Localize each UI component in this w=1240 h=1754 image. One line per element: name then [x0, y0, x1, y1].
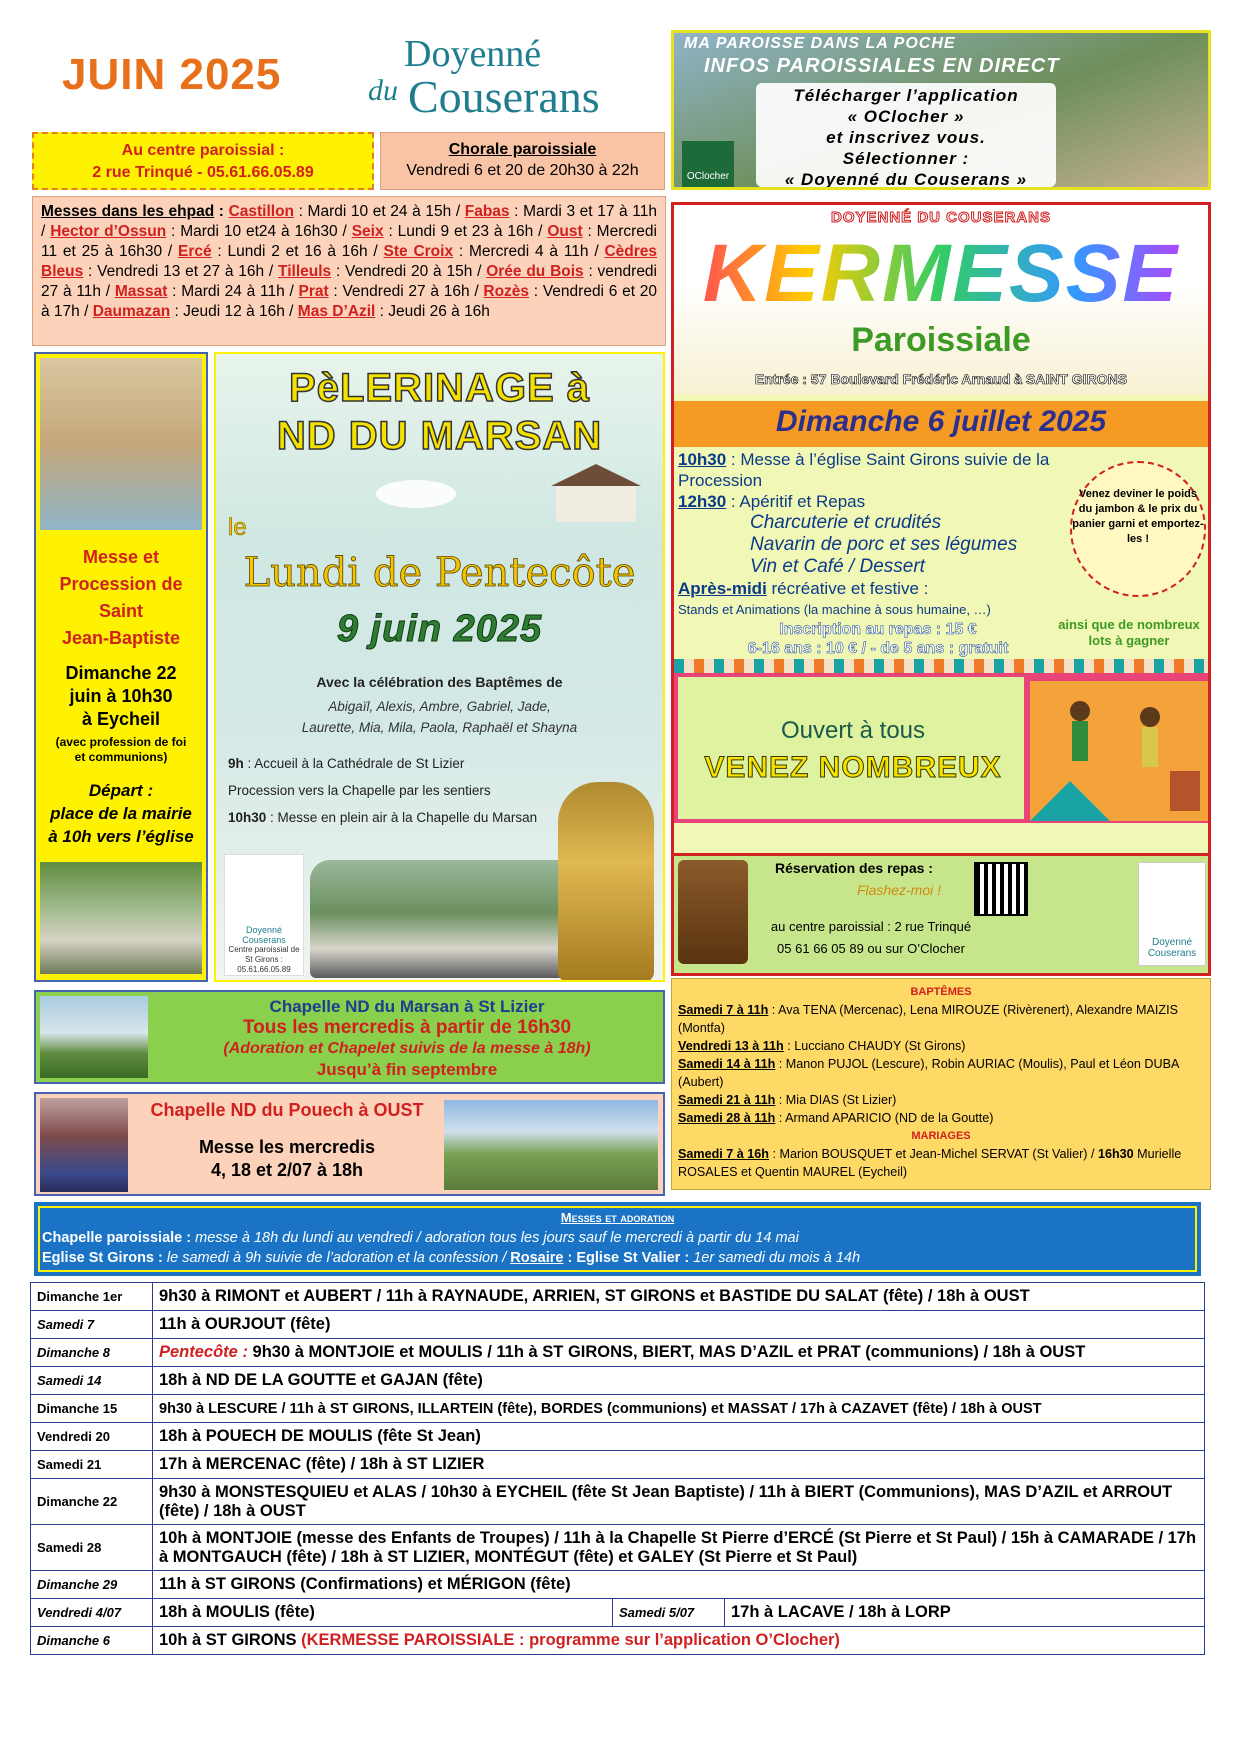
bapteme-who: : Ava TENA (Mercenac), Lena MIROUZE (Rivèrenert), Alexandre MAIZIS (Montfa) — [678, 1003, 1178, 1035]
kermesse-header — [674, 205, 1208, 395]
bapteme-who: : Mia DIAS (St Lizier) — [775, 1093, 897, 1107]
john-note-line: et communions) — [74, 750, 168, 764]
schedule-day: Dimanche 29 — [31, 1571, 153, 1599]
mariage-time: 16h30 — [1097, 1147, 1134, 1161]
pouech-chapel-photo — [444, 1100, 658, 1190]
madonna-statue-image — [40, 1098, 128, 1192]
banner-text: et inscrivez vous. — [826, 128, 986, 147]
john-departure — [36, 779, 206, 848]
menu-item: Charcuterie et crudités — [750, 512, 942, 533]
adoration-text: 1er samedi du mois à 14h — [689, 1250, 861, 1266]
schedule-row — [31, 1367, 1205, 1395]
schedule-masses — [153, 1311, 1205, 1339]
ehpad-place: Rozès — [483, 283, 530, 300]
chapelle-pouech-box — [34, 1092, 665, 1196]
bapteme-entry — [678, 1001, 1204, 1037]
bapteme-entry — [678, 1091, 1204, 1109]
schedule-text: : Messe en plein air à la Chapelle du Marsan — [266, 810, 538, 825]
chorale-text: Vendredi 6 et 20 de 20h30 à 22h — [406, 162, 639, 179]
adoration-border — [38, 1206, 1197, 1272]
ehpad-place: Fabas — [464, 203, 510, 220]
eycheil-church-photo — [40, 862, 202, 974]
ehpad-time: : Lundi 2 et 16 à 16h / — [211, 243, 384, 260]
jambon-contest: Venez deviner le poids du jambon & le prix du panier garni et emportez-les ! — [1070, 461, 1206, 597]
ehpad-time: : Vendredi 27 à 16h / — [328, 283, 484, 300]
john-departure-line: place de la mairie — [50, 804, 192, 823]
ehpad-place: Prat — [298, 283, 329, 300]
john-title — [36, 544, 206, 652]
inscription-child-price: 6-16 ans : 10 € / - de 5 ans : gratuit — [747, 640, 1009, 657]
kermesse-title: KERMESSE — [674, 227, 1208, 321]
saint-jean-baptiste-box — [34, 352, 208, 982]
time-label: 12h30 — [678, 492, 727, 511]
john-departure-line: Départ : — [88, 781, 154, 800]
schedule-day: Dimanche 1er — [31, 1283, 153, 1311]
mariages-title: MARIAGES — [911, 1130, 971, 1142]
schedule-masses — [153, 1395, 1205, 1423]
ehpad-place: Seix — [351, 223, 384, 240]
marsan-when: Tous les mercredis à partir de 16h30 — [242, 1017, 572, 1038]
virgin-statue-image — [558, 782, 654, 982]
flashez-label: Flashez-moi ! — [856, 882, 942, 898]
kermesse-entrance: Entrée : 57 Boulevard Frédéric Arnaud à SAINT GIRONS — [754, 371, 1128, 387]
names-line: Abigaïl, Alexis, Ambre, Gabriel, Jade, — [328, 699, 551, 714]
adoration-text: le samedi à 9h suivie de l’adoration et la confession / — [162, 1250, 511, 1266]
bapteme-entry — [678, 1037, 1204, 1055]
bapteme-who: : Manon PUJOL (Lescure), Robin AURIAC (Moulis), Paul et Léon DUBA (Aubert) — [678, 1057, 1179, 1089]
bapteme-when: Samedi 14 à 11h — [678, 1057, 776, 1071]
schedule-masses — [153, 1599, 613, 1627]
page-title: JUIN 2025 — [62, 50, 282, 99]
chorale-info — [380, 132, 665, 190]
time-label: Après-midi — [678, 579, 767, 598]
schedule-masses — [153, 1525, 1205, 1571]
ehpad-place: Ercé — [178, 243, 212, 260]
ehpad-time: : Vendredi 13 et 27 à 16h / — [83, 263, 279, 280]
ehpad-place: Ste Croix — [383, 243, 454, 260]
john-title-line: Saint — [98, 601, 143, 621]
schedule-day: Dimanche 8 — [31, 1339, 153, 1367]
schedule-row — [31, 1571, 1205, 1599]
reservation-contact — [726, 916, 1016, 960]
kermesse-poster — [671, 202, 1211, 856]
schedule-day: Samedi 28 — [31, 1525, 153, 1571]
program-text: récréative et festive : — [766, 579, 929, 598]
banner-line1: MA PAROISSE DANS LA POCHE — [684, 35, 956, 52]
logo-line3: Couserans — [408, 71, 600, 122]
center-line2: 2 rue Trinqué - 05.61.66.05.89 — [92, 164, 314, 181]
inscription-price: Inscription au repas : 15 € — [779, 621, 977, 638]
mariage-who: : Marion BOUSQUET et Jean-Michel SERVAT (St Valier) / — [769, 1147, 1098, 1161]
schedule-masses — [153, 1451, 1205, 1479]
ehpad-time: : Mardi 3 et 17 à 11h / — [41, 203, 657, 240]
schedule-day: Dimanche 6 — [31, 1627, 153, 1655]
ehpad-time: : vendredi 27 à 11h / — [41, 263, 657, 300]
come-many: VENEZ NOMBREUX — [704, 751, 1002, 784]
baptism-names — [216, 696, 663, 738]
john-date-line: juin à 10h30 — [69, 686, 173, 706]
bapteme-when: Samedi 7 à 11h — [678, 1003, 769, 1017]
schedule-masses — [153, 1367, 1205, 1395]
schedule-masses — [153, 1627, 1205, 1655]
schedule-day: Samedi 7 — [31, 1311, 153, 1339]
doyenne-logo-small — [224, 854, 304, 976]
schedule-masses — [153, 1423, 1205, 1451]
schedule-day: Vendredi 4/07 — [31, 1599, 153, 1627]
schedule-row — [31, 1599, 1205, 1627]
stands-text: Stands et Animations (la machine à sous humaine, …) — [678, 602, 991, 617]
program-text: : Messe à l’église Saint Girons suivie de la Procession — [678, 450, 1050, 490]
schedule-day: Samedi 5/07 — [613, 1599, 725, 1627]
bapteme-when: Samedi 21 à 11h — [678, 1093, 776, 1107]
chapelle-marsan-box — [34, 990, 665, 1084]
ehpad-place: Massat — [114, 283, 168, 300]
schedule-row — [31, 1525, 1205, 1571]
menu-item: Navarin de porc et ses légumes — [750, 534, 1018, 555]
pelerinage-le: le — [228, 514, 247, 541]
schedule-row — [31, 1479, 1205, 1525]
ehpad-time: : Mardi 10 et24 à 16h30 / — [166, 223, 352, 240]
logo-text: Doyenné — [1151, 937, 1193, 948]
kermesse-invitation — [674, 673, 1208, 823]
bapteme-who: : Armand APARICIO (ND de la Goutte) — [775, 1111, 994, 1125]
dove-and-chapel-illustration — [356, 464, 656, 524]
adoration-title: Messes et adoration — [560, 1210, 675, 1225]
logo-text: Doyenné — [245, 925, 283, 935]
names-line: Laurette, Mia, Mila, Paola, Raphaël et Shayna — [301, 720, 578, 735]
schedule-day: Vendredi 20 — [31, 1423, 153, 1451]
adoration-text: messe à 18h du lundi au vendredi / adoration tous les jours sauf le mercredi à partir du 14 mai — [191, 1230, 799, 1246]
ehpad-time: : Mardi 10 et 24 à 15h / — [294, 203, 465, 220]
schedule-row — [31, 1395, 1205, 1423]
reservation-title: Réservation des repas : — [775, 860, 933, 876]
program-text: : Apéritif et Repas — [726, 492, 866, 511]
schedule-row — [31, 1423, 1205, 1451]
ehpad-place: Daumazan — [92, 303, 171, 320]
time-label: 10h30 — [228, 810, 267, 825]
open-to-all: Ouvert à tous — [780, 717, 926, 744]
logo-line2: du — [368, 74, 398, 107]
pouech-title: Chapelle ND du Pouech à OUST — [150, 1100, 424, 1120]
marsan-text — [152, 996, 662, 1080]
masses-text: 9h30 à LESCURE / 11h à ST GIRONS, ILLARTEIN (fête), BORDES (communions) et MASSAT / 17h à CAZAVET (fête) / 18h à OUST — [159, 1400, 1042, 1417]
time-label: 9h — [228, 756, 244, 771]
doyenne-logo-small — [1138, 862, 1206, 966]
bapteme-entry — [678, 1109, 1204, 1127]
pouech-text — [132, 1136, 442, 1182]
schedule-masses — [153, 1479, 1205, 1525]
marsan-title: Chapelle ND du Marsan à St Lizier — [269, 997, 545, 1016]
logo-text: Couserans — [242, 935, 286, 945]
schedule-row — [31, 1451, 1205, 1479]
schedule-day: Dimanche 15 — [31, 1395, 153, 1423]
oclocher-app-banner[interactable] — [671, 30, 1211, 190]
ehpad-place: Hector d’Ossun — [50, 223, 167, 240]
banner-instructions — [756, 83, 1056, 187]
john-date-line: à Eycheil — [81, 709, 161, 729]
ehpad-masses: Messes dans les ehpad : Castillon : Mardi 10 et 24 à 15h / Fabas : Mardi 3 et 17 à 11h / Hector d’Ossun : Mardi 10 et24 à 16h30 / Seix : Lundi 9 et 23 à 16h / Oust : Mercredi 11 et 25 à 16h30 / Ercé : Lundi 2 et 16 à 16h / Ste Croix : Mercredi 4 à 11h / Cèdres Bleus : Vendredi 13 et 27 à 16h / Tilleuls : Vendredi 20 à 15h / Orée du Bois : vendredi 27 à 11h / Massat : Mardi 24 à 11h / Prat : Vendredi 27 à 16h / Rozès : Vendredi 6 et 20 à 17h / Daumazan : Jeudi 12 à 16h / Mas D’Azil : Jeudi 26 à 16h — [32, 196, 666, 346]
chorale-title: Chorale paroissiale — [448, 141, 597, 158]
schedule-row — [31, 1283, 1205, 1311]
adoration-label: : Eglise St Valier : — [563, 1250, 690, 1266]
menu-item: Vin et Café / Dessert — [750, 556, 925, 577]
masses-text: 18h à MOULIS (fête) — [159, 1603, 315, 1621]
masses-text: 17h à MERCENAC (fête) / 18h à ST LIZIER — [159, 1455, 485, 1473]
pelerinage-title1: PèLERINAGE à — [289, 366, 590, 410]
logo-text: 05.61.66.05.89 — [237, 965, 291, 974]
masses-text: 10h à ST GIRONS — [159, 1631, 302, 1649]
pelerinage-day: Lundi de Pentecôte — [243, 550, 636, 596]
schedule-text: Procession vers la Chapelle par les sentiers — [228, 783, 491, 798]
ehpad-time: : Jeudi 26 à 16h — [375, 303, 490, 320]
logo-text: Centre paroissial de St Girons : — [228, 945, 300, 964]
schedule-day: Dimanche 22 — [31, 1479, 153, 1525]
masses-text: 11h à ST GIRONS (Confirmations) et MÉRIGON (fête) — [159, 1575, 571, 1593]
baptism-intro: Avec la célébration des Baptêmes de — [316, 674, 563, 690]
saint-john-illustration — [40, 358, 202, 530]
baptemes-title: BAPTÊMES — [910, 986, 972, 998]
ehpad-time: : Mercredi 4 à 11h / — [453, 243, 605, 260]
mariage-entry — [678, 1145, 1204, 1181]
lots-text: ainsi que de nombreux lots à gagner — [1058, 617, 1200, 648]
kermesse-note: (KERMESSE PAROISSIALE : programme sur l’application O’Clocher) — [301, 1631, 840, 1649]
logo-line1: Doyenné — [404, 33, 542, 75]
procession-photo — [310, 860, 600, 978]
mass-schedule-table — [30, 1282, 1205, 1655]
dancers-illustration — [1030, 681, 1210, 821]
ehpad-title: Messes dans les ehpad — [41, 203, 215, 220]
marsan-until: Jusqu’à fin septembre — [316, 1060, 498, 1079]
banner-line2: INFOS PAROISSIALES EN DIRECT — [704, 55, 1060, 77]
bapteme-entry — [678, 1055, 1204, 1091]
masses-text: 18h à ND DE LA GOUTTE et GAJAN (fête) — [159, 1371, 483, 1389]
pelerinage-title2: ND DU MARSAN — [276, 414, 603, 458]
banner-text: Sélectionner : — [842, 149, 970, 168]
pouech-line: Messe les mercredis — [198, 1137, 376, 1157]
masses-text: 10h à MONTJOIE (messe des Enfants de Troupes) / 11h à la Chapelle St Pierre d’ERCÉ (St Pierre et St Paul) / 15h à CAMARADE / 17h à MONTGAUCH (fête) / 18h à ST LIZIER, MONTÉGUT (fête) et GALEY (St Pierre et St Paul) — [159, 1528, 1197, 1566]
reservation-line: 05 61 66 05 89 ou sur O’Clocher — [777, 941, 965, 956]
bapteme-when: Vendredi 13 à 11h — [678, 1039, 784, 1053]
schedule-masses — [153, 1339, 1205, 1367]
schedule-masses: 17h à LACAVE / 18h à LORP — [725, 1599, 1205, 1627]
schedule-day: Samedi 14 — [31, 1367, 153, 1395]
schedule-text: : Accueil à la Cathédrale de St Lizier — [243, 756, 465, 771]
schedule-row — [31, 1627, 1205, 1655]
ehpad-place: Oust — [547, 223, 583, 240]
logo-text: Couserans — [1147, 948, 1197, 959]
pouech-line: 4, 18 et 2/07 à 18h — [210, 1160, 364, 1180]
center-line1: Au centre paroissial : — [121, 142, 285, 159]
banner-text: « Doyenné du Couserans » — [784, 170, 1028, 189]
ehpad-place: Cèdres Bleus — [41, 243, 657, 280]
kermesse-doyenne: DOYENNÉ DU COUSERANS — [830, 209, 1052, 226]
ehpad-time: : Mardi 24 à 11h / — [167, 283, 299, 300]
masses-text: 18h à POUECH DE MOULIS (fête St Jean) — [159, 1427, 481, 1445]
john-departure-line: à 10h vers l’église — [48, 827, 194, 846]
invitation-panel — [678, 677, 1024, 819]
pelerinage-poster — [214, 352, 665, 982]
john-title-line: Messe et — [82, 547, 160, 567]
kermesse-program — [678, 449, 1078, 677]
parish-center-info — [32, 132, 374, 190]
john-date-line: Dimanche 22 — [65, 663, 177, 683]
decorative-band — [674, 659, 1208, 673]
kermesse-date: Dimanche 6 juillet 2025 — [674, 401, 1208, 447]
adoration-label: Rosaire — [510, 1250, 564, 1266]
bapteme-who: : Lucciano CHAUDY (St Girons) — [783, 1039, 966, 1053]
ehpad-time: : Lundi 9 et 23 à 16h / — [383, 223, 548, 240]
ehpad-place: Castillon — [228, 203, 295, 220]
mariage-who: Murielle ROSALES et Quentin MAUREL (Eycheil) — [678, 1147, 1182, 1179]
mariage-when: Samedi 7 à 16h — [678, 1147, 770, 1161]
masses-text: 9h30 à RIMONT et AUBERT / 11h à RAYNAUDE, ARRIEN, ST GIRONS et BASTIDE DU SALAT (fête) / 18h à OUST — [159, 1287, 1030, 1305]
messes-adoration-box — [34, 1202, 1201, 1276]
pelerinage-schedule — [228, 750, 608, 831]
john-date — [36, 662, 206, 731]
qr-code-icon[interactable] — [974, 862, 1028, 916]
feast-label: Pentecôte : — [159, 1343, 248, 1361]
doyenne-logo — [368, 32, 648, 124]
john-title-line: Procession de — [59, 574, 183, 594]
bapteme-when: Samedi 28 à 11h — [678, 1111, 776, 1125]
john-note-line: (avec profession de foi — [55, 735, 187, 749]
kermesse-reservation — [671, 856, 1211, 976]
ehpad-place: Tilleuls — [278, 263, 332, 280]
schedule-masses — [153, 1571, 1205, 1599]
kermesse-subtitle: Paroissiale — [851, 321, 1031, 359]
ehpad-time: : Vendredi 6 et 20 à 17h / — [41, 283, 658, 320]
ehpad-time: : Vendredi 20 à 15h / — [331, 263, 487, 280]
adoration-label: Chapelle paroissiale : — [42, 1230, 192, 1246]
time-label: 10h30 — [678, 450, 727, 469]
schedule-row — [31, 1339, 1205, 1367]
marsan-detail: (Adoration et Chapelet suivis de la messe à 18h) — [223, 1040, 591, 1057]
oclocher-logo-icon: OClocher — [682, 141, 734, 187]
banner-text: « OClocher » — [847, 107, 965, 126]
reservation-line: au centre paroissial : 2 rue Trinqué — [770, 919, 972, 934]
marsan-chapel-photo — [40, 996, 148, 1078]
schedule-row — [31, 1311, 1205, 1339]
masses-text: 9h30 à MONSTESQUIEU et ALAS / 10h30 à EYCHEIL (fête St Jean Baptiste) / 11h à BIERT (Communions), MAS D’AZIL et ARROUT (fête) / 18h à OUST — [159, 1482, 1173, 1520]
ehpad-place: Mas D’Azil — [297, 303, 376, 320]
schedule-masses — [153, 1283, 1205, 1311]
ehpad-place: Orée du Bois — [486, 263, 584, 280]
adoration-label: Eglise St Girons : — [42, 1250, 163, 1266]
john-note — [36, 735, 206, 765]
schedule-day: Samedi 21 — [31, 1451, 153, 1479]
banner-text: Télécharger l’application — [793, 86, 1019, 105]
ehpad-time: : Jeudi 12 à 16h / — [170, 303, 298, 320]
ehpad-time: : Mercredi 11 et 25 à 16h30 / — [41, 223, 657, 260]
pelerinage-date: 9 juin 2025 — [336, 608, 543, 650]
baptemes-mariages — [671, 978, 1211, 1190]
masses-text: 11h à OURJOUT (fête) — [159, 1315, 331, 1333]
masses-text: 9h30 à MONTJOIE et MOULIS / 11h à ST GIRONS, BIERT, MAS D’AZIL et PRAT (communions) / 18h à OUST — [247, 1343, 1086, 1361]
john-title-line: Jean-Baptiste — [61, 628, 181, 648]
